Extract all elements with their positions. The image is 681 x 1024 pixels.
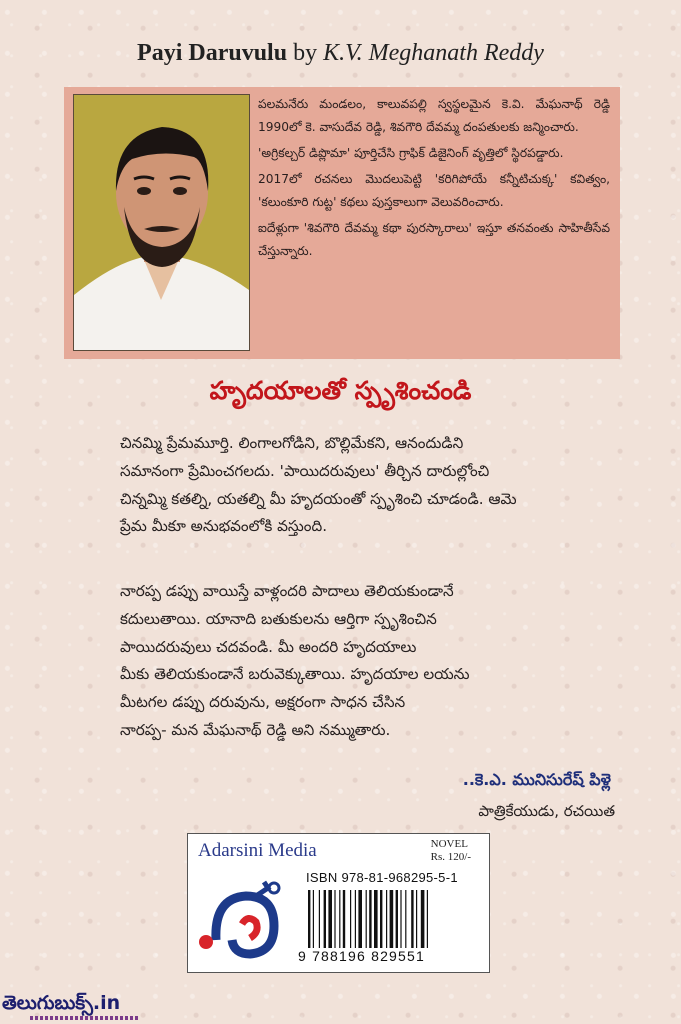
by-label: by bbox=[287, 40, 324, 66]
blurb-paragraph-1 bbox=[120, 430, 630, 541]
barcode-icon bbox=[306, 890, 482, 948]
barcode-number: 9 788196 829551 bbox=[298, 948, 425, 964]
blurb-line: మీటగల డప్పు దరువును, అక్షరంగా సాధన చేసిన bbox=[120, 693, 406, 712]
isbn-text: ISBN 978-81-968295-5-1 bbox=[306, 870, 458, 885]
reviewer-role: పాత్రికేయుడు, రచయిత bbox=[478, 802, 615, 820]
blurb-paragraph-2 bbox=[120, 578, 630, 745]
bio-paragraph: 'అగ్రికల్చర్ డిప్లొమా' పూర్తిచేసి గ్రాఫిక్ డిజైనింగ్ వృత్తిలో స్థిరపడ్డారు. bbox=[258, 146, 564, 160]
author-photo bbox=[73, 94, 250, 351]
genre-price bbox=[431, 838, 471, 864]
blurb-line: నారప్ప- మన మేఘనాథ్ రెడ్డి అని నమ్ముతారు. bbox=[120, 720, 391, 739]
cover-title-line bbox=[0, 40, 681, 67]
genre-label: NOVEL bbox=[430, 838, 468, 850]
publisher-name: Adarsini Media bbox=[198, 840, 317, 861]
price-label: Rs. 120/- bbox=[430, 851, 471, 863]
blurb-line: చినమ్మి ప్రేమమూర్తి. లింగాలగోడిని, బొల్లిమేకని, ఆనందుడిని bbox=[120, 434, 464, 452]
bio-paragraph: ఐదేళ్లుగా 'శివగౌరి దేవమ్మ కథా పురస్కారాలు' ఇస్తూ తనవంతు సాహితీసేవ చేస్తున్నారు. bbox=[258, 221, 610, 258]
blurb-heading: హృదయాలతో స్పృశించండి bbox=[209, 376, 472, 405]
blurb-line: నారప్ప డప్పు వాయిస్తే వాళ్లందరి పాదాలు తెలియకుండానే bbox=[120, 582, 454, 600]
book-title: Payi Daruvulu bbox=[137, 40, 288, 66]
blurb-line: పాయిదరువులు చదవండి. మీ అందరి హృదయాలు bbox=[120, 637, 417, 656]
author-bio-box bbox=[64, 87, 620, 359]
blurb-line: చిన్నమ్మి కతల్ని, యతల్ని మీ హృదయంతో స్పృశించి చూడండి. ఆమె bbox=[120, 489, 517, 508]
blurb-line: మీకు తెలియకుండానే బరువెక్కుతాయి. హృదయాల లయను bbox=[120, 665, 470, 684]
publisher-logo-icon bbox=[194, 878, 294, 968]
blurb-line: ప్రేమ మీకూ అనుభవంలోకి వస్తుంది. bbox=[120, 517, 328, 536]
watermark-underline bbox=[30, 1016, 140, 1020]
blurb-line: సమానంగా ప్రేమించగలదు. 'పాయిదరువులు' తీర్చిన దారుల్లోంచి bbox=[120, 461, 490, 480]
blurb-line: కదులుతాయి. యానాది బతుకులను ఆర్తిగా స్పృశించిన bbox=[120, 609, 437, 628]
bio-paragraph: పలమనేరు మండలం, కాలువపల్లి స్వస్థలమైన కె.వి. మేఘనాథ్ రెడ్డి 1990లో కె. వాసుదేవ రెడ్డి, శివగౌరి దేవమ్మ దంపతులకు జన్మించారు. bbox=[258, 97, 610, 134]
author-name: K.V. Meghanath Reddy bbox=[323, 40, 544, 66]
bio-paragraph: 2017లో రచనలు మొదలుపెట్టి 'కరిగిపోయే కన్నీటిచుక్క' కవిత్వం, 'కలుంకూరి గుట్ట' కథలు పుస్తకాలుగా వెలువరించారు. bbox=[258, 172, 610, 209]
site-watermark: తెలుగుబుక్స్.in bbox=[2, 992, 121, 1014]
author-bio-text bbox=[258, 93, 610, 266]
reviewer-name: ..కె.ఎ. మునిసురేష్ పిళ్లె bbox=[462, 770, 611, 789]
publisher-box bbox=[187, 833, 490, 973]
